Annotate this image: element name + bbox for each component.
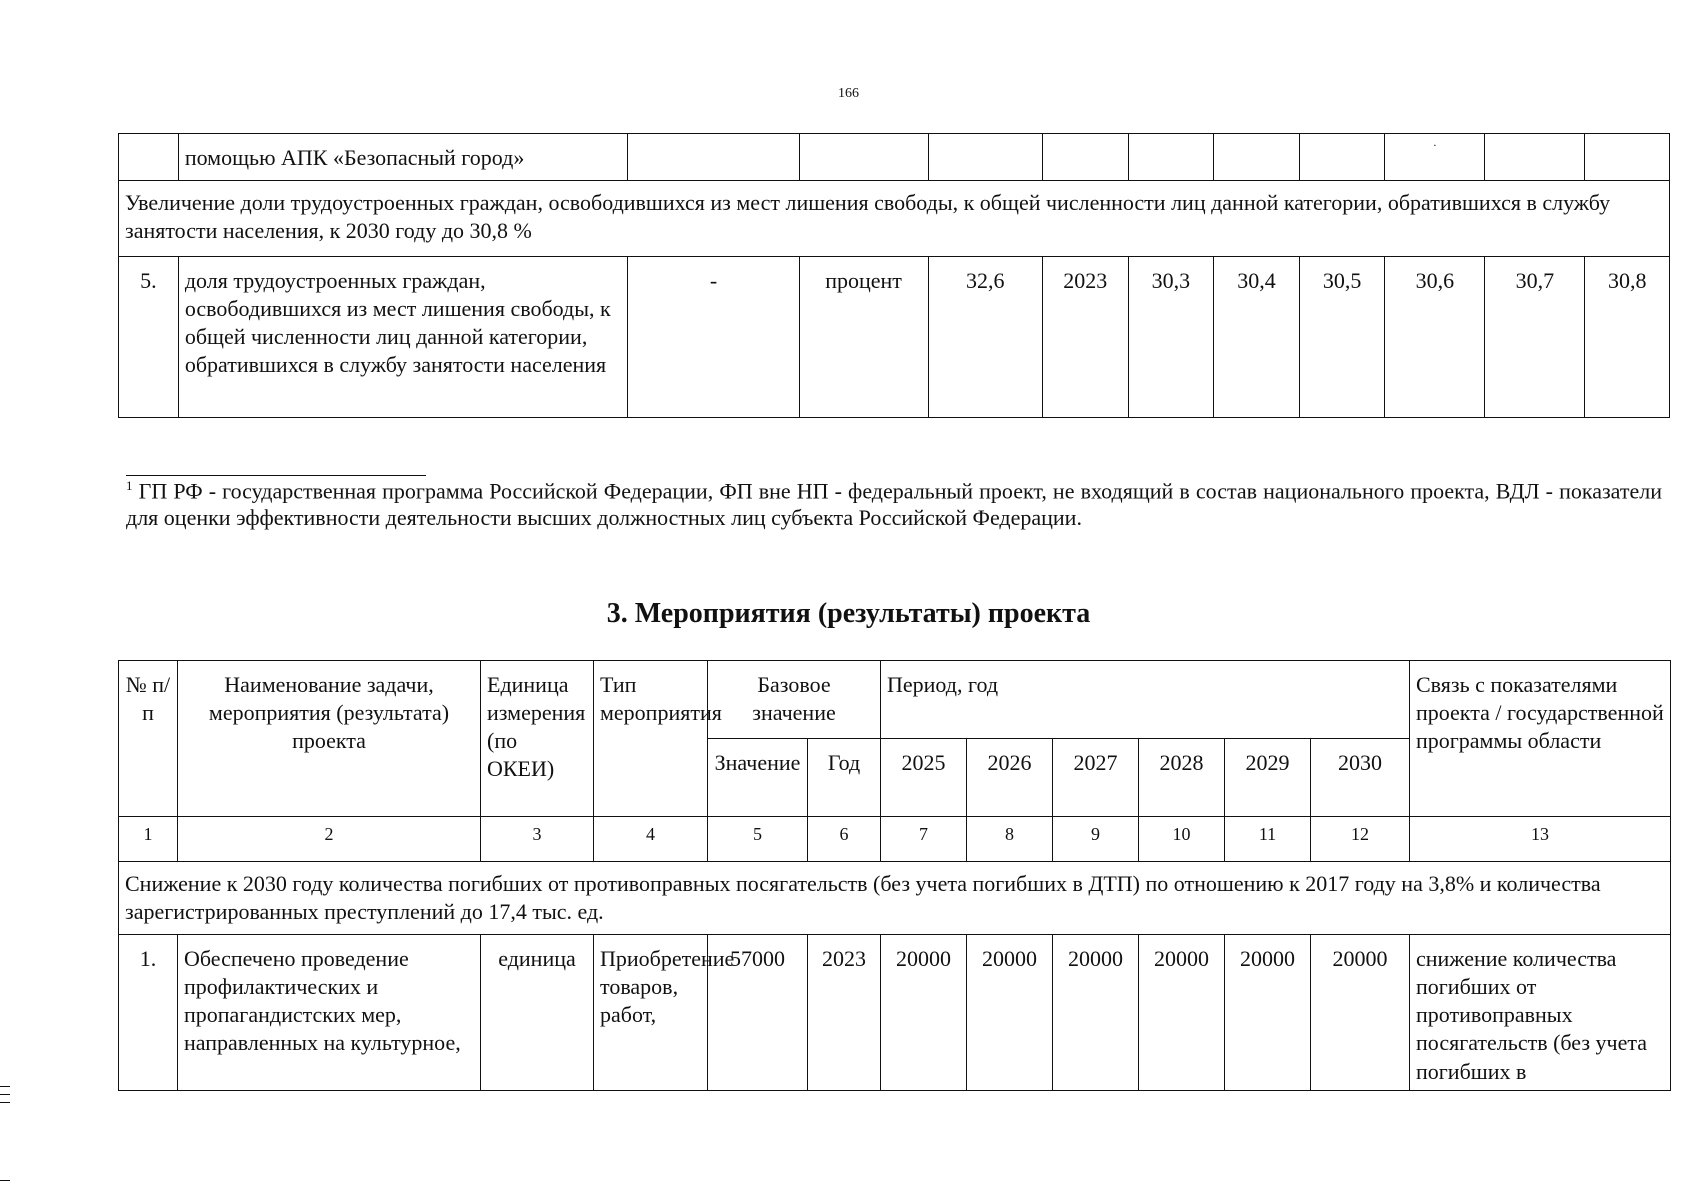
margin-mark [0,1094,10,1095]
table-row [119,134,1670,181]
value-2030-cell: 30,8 [1585,257,1670,418]
row-number: 5. [119,257,179,418]
value-2030-cell: 20000 [1311,935,1410,1091]
footnote-divider [126,475,426,476]
table-row [119,257,1670,418]
value-2025-cell: 20000 [881,935,967,1091]
value-2028-cell: 20000 [1139,935,1225,1091]
section-row [119,862,1671,935]
value-2027-cell: 20000 [1053,935,1139,1091]
link-cell: снижение количества погибших от противоправных посягательств (без учета погибших в [1410,935,1671,1091]
activities-table [118,660,1671,1091]
indicator-name-cell: доля трудоустроенных граждан, освободившихся из мест лишения свободы, к общей численности лиц данной категории, обратившихся в службу занятости населения [178,257,628,418]
section-row [119,181,1670,257]
value-2029-cell: 20000 [1225,935,1311,1091]
table-cell [1485,134,1585,181]
column-number-row [119,817,1671,862]
activity-name-cell: Обеспечено проведение профилактических и пропагандистских мер, направленных на культурное, [178,935,481,1091]
row-number: 1. [119,935,178,1091]
value-2028-cell: 30,6 [1385,257,1485,418]
value-2026-cell: 20000 [967,935,1053,1091]
table-cell [1585,134,1670,181]
type-cell: Приобретение товаров, работ, [594,935,708,1091]
column-number: 11 [1225,817,1311,862]
section-row-text: Снижение к 2030 году количества погибших от противоправных посягательств (без учета погибших в ДТП) по отношению к 2017 году на 3,8% и количества зарегистрированных преступлений до 17,4 тыс. ед. [119,862,1671,935]
table-cell [928,134,1042,181]
indicator-name-cell: помощью АПК «Безопасный город» [178,134,628,181]
value-2027-cell: 30,5 [1299,257,1385,418]
column-number: 7 [881,817,967,862]
header-year-2026: 2026 [967,739,1053,817]
header-year-2030: 2030 [1311,739,1410,817]
header-period: Период, год [881,661,1410,739]
margin-mark [0,1086,10,1087]
column-number: 13 [1410,817,1671,862]
column-number: 3 [481,817,594,862]
footnote-text: ГП РФ - государственная программа Российской Федерации, ФП вне НП - федеральный проект, не входящий в состав национального проекта, ВДЛ - показатели для оценки эффективности деятельности высших должностных лиц субъекта Российской Федерации. [126,478,1663,530]
base-value-cell: 32,6 [928,257,1042,418]
header-base-year: Год [808,739,881,817]
table-cell [1299,134,1385,181]
header-num: № п/п [119,661,178,817]
column-number: 9 [1053,817,1139,862]
unit-cell: процент [799,257,928,418]
table-cell [1043,134,1129,181]
level-cell: - [628,257,799,418]
header-link: Связь с показателями проекта / государственной программы области [1410,661,1671,817]
header-year-2029: 2029 [1225,739,1311,817]
base-year-cell: 2023 [1043,257,1129,418]
column-number: 12 [1311,817,1410,862]
column-number: 4 [594,817,708,862]
margin-mark [0,1180,10,1181]
column-number: 6 [808,817,881,862]
page-number: 166 [838,86,859,101]
value-2026-cell: 30,4 [1214,257,1300,418]
unit-cell: единица [481,935,594,1091]
table-cell [119,134,179,181]
header-year-2027: 2027 [1053,739,1139,817]
indicators-table [118,133,1670,418]
header-name: Наименование задачи, мероприятия (результата) проекта [178,661,481,817]
table-row [119,935,1671,1091]
section-row-text: Увеличение доли трудоустроенных граждан, освободившихся из мест лишения свободы, к общей численности лиц данной категории, обратившихся в службу занятости населения, к 2030 году до 30,8 % [119,181,1670,257]
base-value-cell: 57000 [708,935,808,1091]
table-header-row [119,661,1671,739]
column-number: 2 [178,817,481,862]
column-number: 1 [119,817,178,862]
footnote-mark: 1 [126,478,133,493]
column-number: 8 [967,817,1053,862]
footnote [126,478,1662,531]
header-base-value: Значение [708,739,808,817]
header-year-2025: 2025 [881,739,967,817]
value-2025-cell: 30,3 [1128,257,1214,418]
column-number: 5 [708,817,808,862]
margin-mark [0,1102,10,1103]
table-cell [1128,134,1214,181]
header-year-2028: 2028 [1139,739,1225,817]
header-base: Базовое значение [708,661,881,739]
header-type: Тип мероприятия [594,661,708,817]
table-cell [799,134,928,181]
table-cell: · [1385,134,1485,181]
value-2029-cell: 30,7 [1485,257,1585,418]
table-cell [628,134,799,181]
header-unit: Единица измерения (по ОКЕИ) [481,661,594,817]
section-title: 3. Мероприятия (результаты) проекта [606,598,1091,629]
table-cell [1214,134,1300,181]
column-number: 10 [1139,817,1225,862]
base-year-cell: 2023 [808,935,881,1091]
